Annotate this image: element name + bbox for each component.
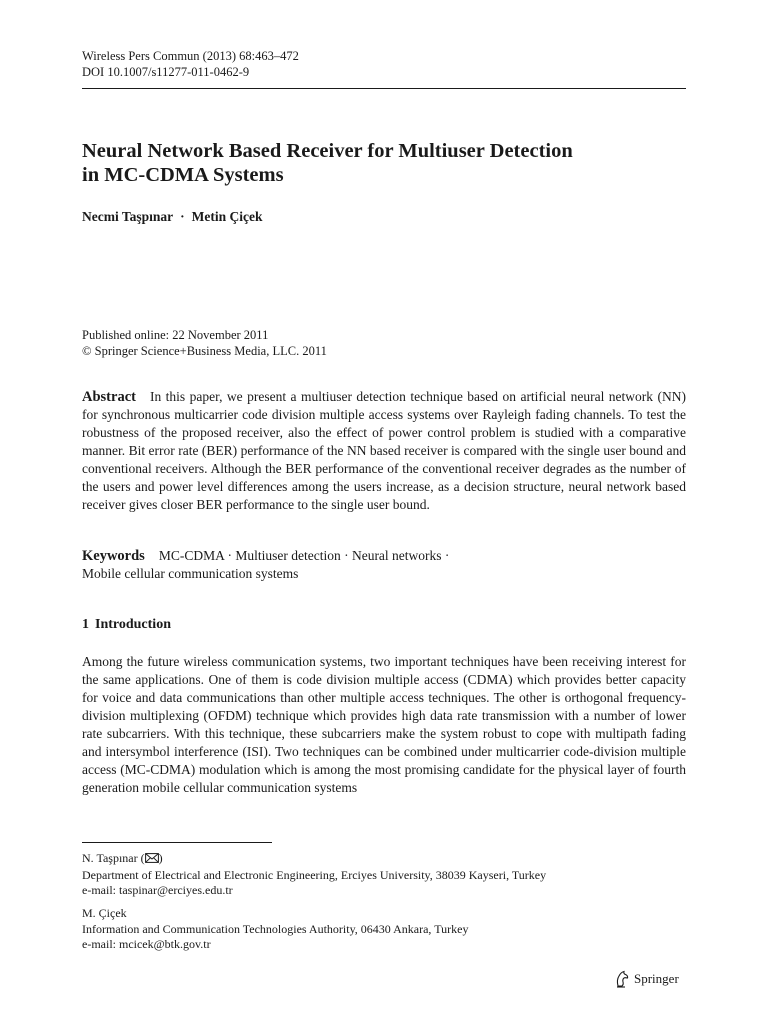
section-heading xyxy=(82,617,171,633)
affiliation-1-name: N. Taşpınar ( ) xyxy=(82,851,546,868)
header-rule xyxy=(82,88,686,89)
keywords xyxy=(82,547,686,583)
envelope-icon xyxy=(145,852,159,868)
publisher-logo xyxy=(614,970,679,988)
journal-citation: Wireless Pers Commun (2013) 68:463–472 xyxy=(82,49,299,63)
keywords-line-2: Mobile cellular communication systems xyxy=(82,566,299,581)
author-separator: · xyxy=(180,209,185,224)
publication-info xyxy=(82,327,327,359)
journal-header xyxy=(82,48,299,80)
author-2: Metin Çiçek xyxy=(191,209,263,224)
affiliation-2-dept: Information and Communication Technologies Authority, 06430 Ankara, Turkey xyxy=(82,921,469,936)
affiliation-2-email[interactable]: e-mail: mcicek@btk.gov.tr xyxy=(82,937,211,951)
title-line-2: in MC-CDMA Systems xyxy=(82,164,284,186)
abstract-text: In this paper, we present a multiuser detection technique based on artificial neural network (NN) for synchronous multicarrier code division multiple access systems over Rayleigh fading channels. To test the robustness of the proposed receiver, also the effect of power control problem is studied with a comparative manner. Bit error rate (BER) performance of the NN based receiver is compared with the single user bound and conventional receivers. Although the BER performance of the conventional receiver degrades as the number of the users and power level differences among the users increase, as a decision structure, neural network based receiver gives closer BER performance to the single user bound. xyxy=(82,389,686,512)
introduction-paragraph: Among the future wireless communication systems, two important techniques have been receiving interest for the same applications. One of them is code division multiple access (CDMA) which provides better capacity for voice and data communications than other multiple access techniques. The other is orthogonal frequency-division multiplexing (OFDM) technique which provides high data rate transmission with a number of lower rate subcarriers. With this technique, these subcarriers make the system robust to cope with multipath fading and intersymbol interference (ISI). Two techniques can be combined under multicarrier code-division multiple access (MC-CDMA) modulation which is among the most promising candidate for the physical layer of fourth generation mobile cellular communication systems xyxy=(82,654,686,795)
abstract-label: Abstract xyxy=(82,389,136,405)
doi: DOI 10.1007/s11277-011-0462-9 xyxy=(82,65,250,79)
author-1: Necmi Taşpınar xyxy=(82,209,174,224)
section-title: Introduction xyxy=(95,617,171,632)
title-line-1: Neural Network Based Receiver for Multiuser Detection xyxy=(82,140,573,162)
affiliation-1 xyxy=(82,851,546,899)
published-date: Published online: 22 November 2011 xyxy=(82,328,269,342)
publisher-name: Springer xyxy=(634,971,679,986)
affiliation-1-email[interactable]: e-mail: taspinar@erciyes.edu.tr xyxy=(82,883,233,897)
keywords-line-1: MC-CDMA · Multiuser detection · Neural networks · xyxy=(158,548,450,563)
article-title xyxy=(82,139,682,187)
keywords-label: Keywords xyxy=(82,548,145,564)
affiliation-1-dept: Department of Electrical and Electronic Engineering, Erciyes University, 38039 Kayseri, Turkey xyxy=(82,867,547,882)
springer-horse-icon xyxy=(614,970,630,988)
author-list xyxy=(82,209,263,225)
footnote-rule xyxy=(82,842,272,843)
copyright: © Springer Science+Business Media, LLC. 2011 xyxy=(82,344,327,358)
affiliation-2 xyxy=(82,906,468,953)
abstract xyxy=(82,388,686,514)
affiliation-2-name: M. Çiçek xyxy=(82,906,127,920)
section-number: 1 xyxy=(82,617,89,632)
